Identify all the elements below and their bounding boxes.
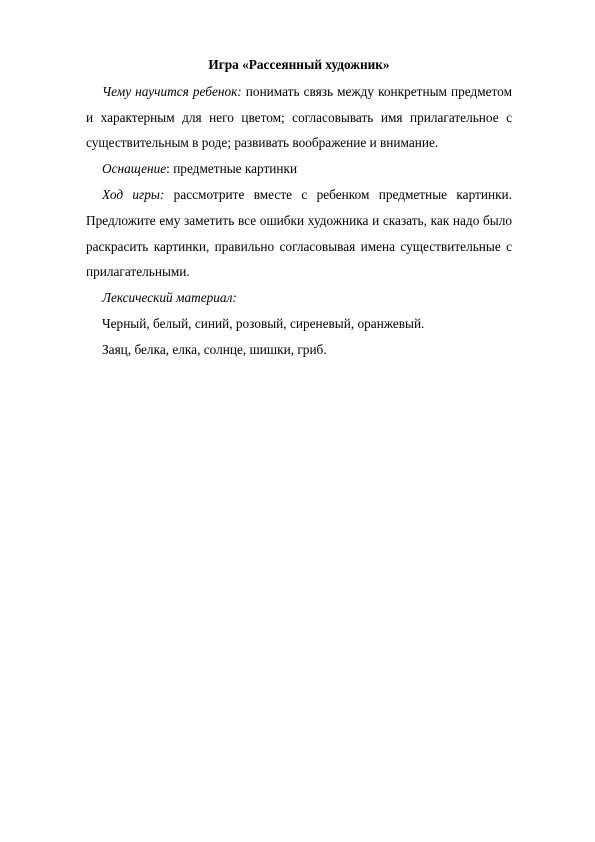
paragraph-lexical-label: Лексический материал:: [102, 290, 237, 306]
paragraph-lexical-heading: [86, 285, 512, 311]
paragraph-equipment: [86, 156, 512, 182]
paragraph-colors-text: Черный, белый, синий, розовый, сиреневый, оранжевый.: [102, 315, 425, 331]
paragraph-objects: [86, 337, 512, 363]
document-title: Игра «Рассеянный художник»: [208, 57, 390, 72]
paragraph-goal-text: понимать связь между конкретным предметом и характерным для него цветом; согласовывать имя прилагательное с существительным в роде; развивать воображение и внимание.: [86, 83, 512, 151]
paragraph-goal: [86, 79, 512, 156]
paragraph-equipment-label: Оснащение: [102, 161, 167, 177]
paragraph-equipment-text: : предметные картинки: [166, 161, 298, 177]
paragraph-game-process-label: Ход игры:: [102, 186, 165, 202]
document-body: [86, 52, 512, 363]
paragraph-objects-text: Заяц, белка, елка, солнце, шишки, гриб.: [102, 341, 327, 357]
paragraph-game-process-text: рассмотрите вместе с ребенком предметные картинки. Предложите ему заметить все ошибки художника и сказать, как надо было раскрасить картинки, правильно согласовывая имена существительные с прилагательными.: [86, 186, 512, 280]
paragraph-colors: [86, 311, 512, 337]
paragraph-goal-label: Чему научится ребенок:: [102, 83, 242, 99]
paragraph-game-process: [86, 182, 512, 285]
